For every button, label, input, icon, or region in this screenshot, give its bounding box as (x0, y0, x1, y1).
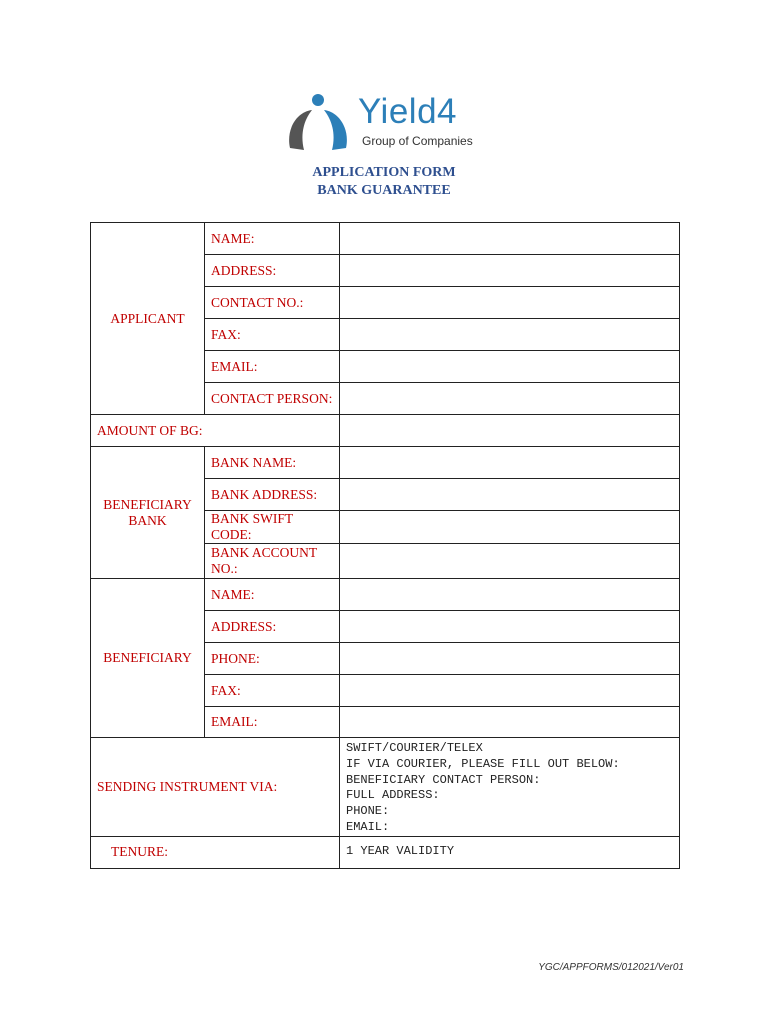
field-input-applicant-contact-person[interactable] (340, 383, 680, 415)
field-label-bank-swift-code: BANK SWIFT CODE: (205, 511, 340, 544)
section-label-beneficiary-bank-line-2: BANK (128, 512, 167, 528)
field-label-beneficiary-fax: FAX: (205, 675, 340, 707)
sending-option-line: EMAIL: (346, 819, 390, 834)
section-label-applicant: APPLICANT (91, 223, 205, 415)
field-input-beneficiary-fax[interactable] (340, 675, 680, 707)
field-label-bank-account-no: BANK ACCOUNT NO.: (205, 544, 340, 579)
table-row (91, 579, 680, 611)
field-input-sending-instrument-via[interactable] (340, 738, 680, 837)
field-input-tenure[interactable]: 1 YEAR VALIDITY (340, 836, 680, 868)
field-label-applicant-contact-no: CONTACT NO.: (205, 287, 340, 319)
field-input-beneficiary-address[interactable] (340, 611, 680, 643)
field-input-applicant-fax[interactable] (340, 319, 680, 351)
sending-option-line: FULL ADDRESS: (346, 788, 440, 803)
field-input-bank-account-no[interactable] (340, 544, 680, 579)
logo-wordmark: Yield4 (358, 92, 457, 131)
sending-option-line: SWIFT/COURIER/TELEX (346, 741, 483, 755)
field-label-tenure: TENURE: (91, 836, 340, 868)
form-title-line-1: APPLICATION FORM (312, 165, 456, 180)
application-form-table (90, 222, 680, 869)
document-reference-code: YGC/APPFORMS/012021/Ver01 (538, 962, 684, 973)
table-row (91, 223, 680, 255)
table-row (91, 738, 680, 837)
sending-option-line: PHONE: (346, 804, 390, 819)
field-label-beneficiary-address: ADDRESS: (205, 611, 340, 643)
field-input-applicant-name[interactable] (340, 223, 680, 255)
table-row (91, 415, 680, 447)
field-input-applicant-address[interactable] (340, 255, 680, 287)
field-input-applicant-email[interactable] (340, 351, 680, 383)
sending-option-line: BENEFICIARY CONTACT PERSON: (346, 772, 541, 787)
field-label-beneficiary-name: NAME: (205, 579, 340, 611)
field-label-beneficiary-phone: PHONE: (205, 643, 340, 675)
field-label-applicant-name: NAME: (205, 223, 340, 255)
field-label-bank-address: BANK ADDRESS: (205, 479, 340, 511)
field-label-applicant-contact-person: CONTACT PERSON: (205, 383, 340, 415)
field-input-bank-address[interactable] (340, 479, 680, 511)
field-label-applicant-address: ADDRESS: (205, 255, 340, 287)
field-label-beneficiary-email: EMAIL: (205, 707, 340, 738)
section-label-beneficiary-bank (91, 447, 205, 579)
field-label-applicant-email: EMAIL: (205, 351, 340, 383)
field-input-beneficiary-phone[interactable] (340, 643, 680, 675)
form-title (0, 164, 768, 200)
field-input-bank-name[interactable] (340, 447, 680, 479)
field-input-applicant-contact-no[interactable] (340, 287, 680, 319)
field-input-bank-swift-code[interactable] (340, 511, 680, 544)
logo-tagline: Group of Companies (362, 134, 473, 148)
table-row (91, 447, 680, 479)
section-label-beneficiary-bank-line-1: BENEFICIARY (103, 496, 192, 512)
field-label-applicant-fax: FAX: (205, 319, 340, 351)
logo-mark-icon (282, 90, 354, 154)
field-input-beneficiary-email[interactable] (340, 707, 680, 738)
company-logo (282, 90, 492, 154)
field-input-beneficiary-name[interactable] (340, 579, 680, 611)
field-label-sending-instrument-via: SENDING INSTRUMENT VIA: (91, 738, 340, 837)
sending-option-line: IF VIA COURIER, PLEASE FILL OUT BELOW: (346, 756, 620, 771)
field-label-bank-name: BANK NAME: (205, 447, 340, 479)
section-label-beneficiary: BENEFICIARY (91, 579, 205, 738)
field-label-amount-of-bg: AMOUNT OF BG: (91, 415, 340, 447)
table-row (91, 836, 680, 868)
field-input-amount-of-bg[interactable] (340, 415, 680, 447)
form-title-line-2: BANK GUARANTEE (317, 183, 451, 198)
